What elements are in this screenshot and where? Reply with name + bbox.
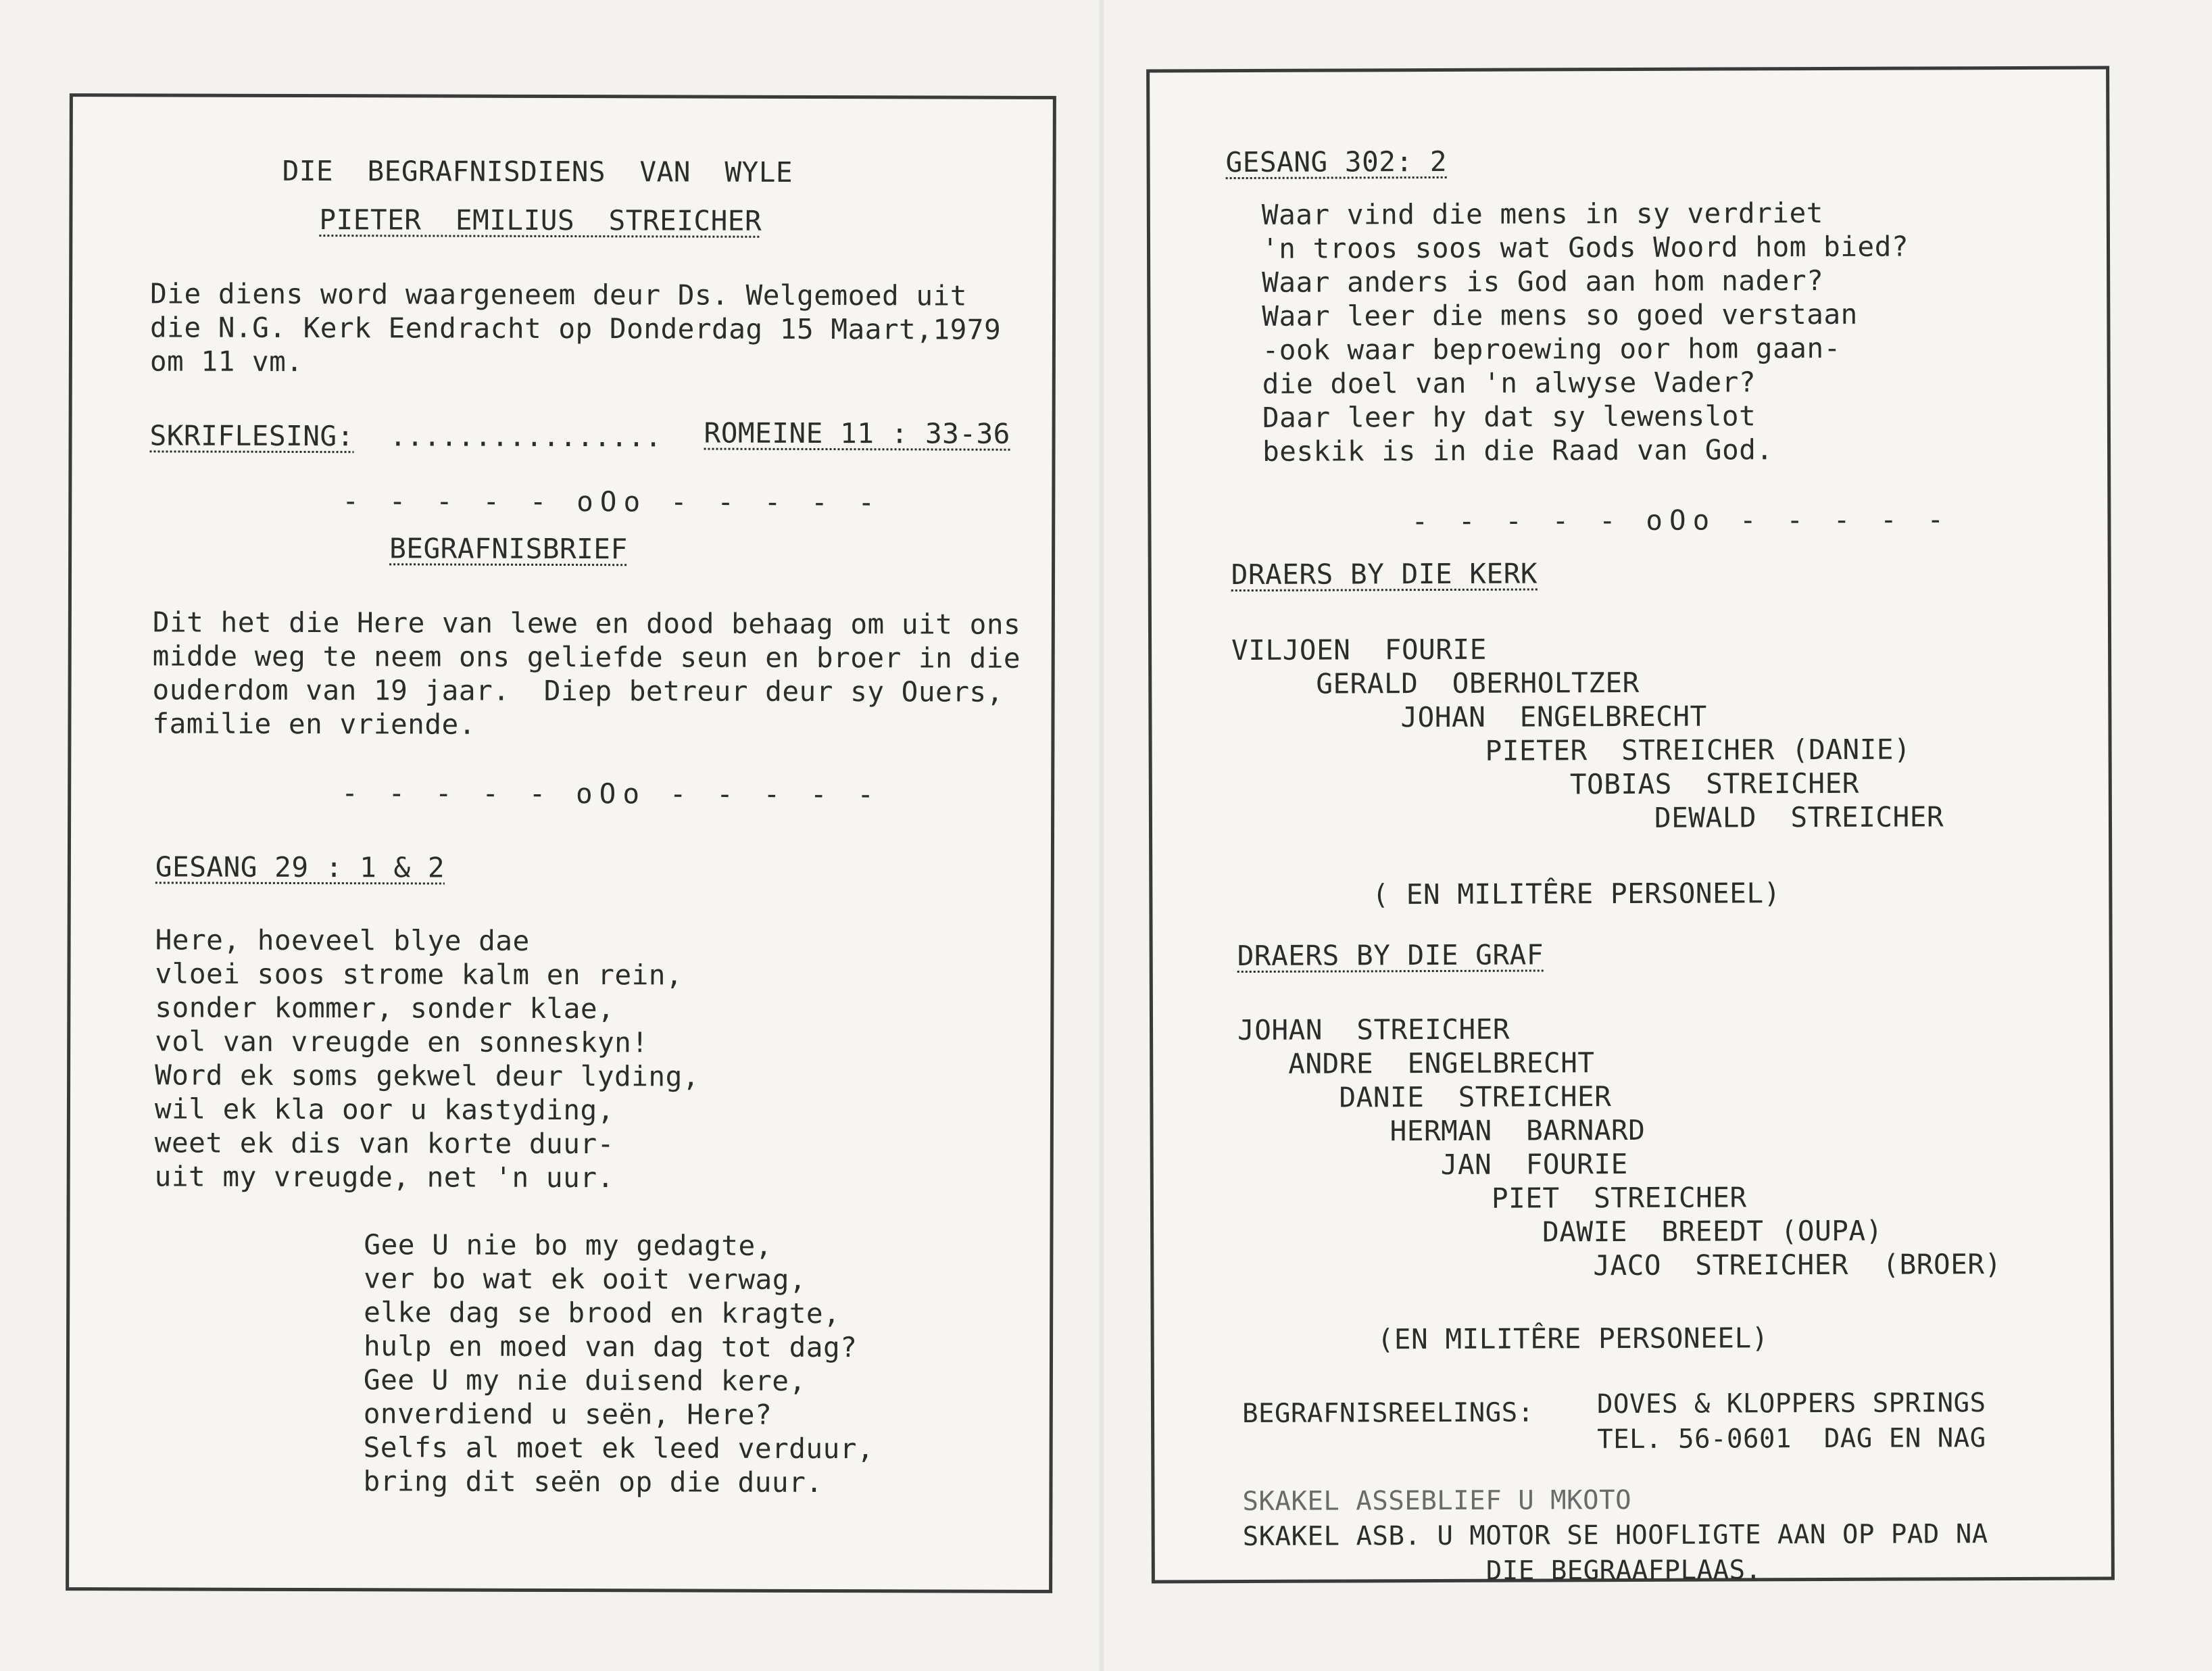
bearer-name: JAN FOURIE — [1440, 1148, 1628, 1181]
bearer-name: TOBIAS STREICHER — [1569, 767, 1860, 801]
faint-line: SKAKEL ASSEBLIEF U MKOTO — [1242, 1485, 1632, 1518]
verse-line: Word ek soms gekwel deur lyding, — [155, 1059, 700, 1093]
hymn-heading: GESANG 302: 2 — [1225, 145, 1448, 179]
service-title: DIE BEGRAFNISDIENS VAN WYLE — [282, 154, 793, 189]
bearer-name: HERMAN BARNARD — [1390, 1113, 1646, 1148]
verse-line: vloei soos strome kalm en rein, — [155, 957, 683, 992]
left-panel — [66, 93, 1056, 1593]
hymn-line: die doel van 'n alwyse Vader? — [1262, 366, 1756, 400]
right-panel — [1146, 66, 2115, 1587]
arrangements-label: BEGRAFNISREELINGS: — [1242, 1397, 1534, 1430]
deceased-name: PIETER EMILIUS STREICHER — [319, 203, 762, 237]
hymn-line: 'n troos soos wat Gods Woord hom bied? — [1261, 230, 1909, 265]
notice-line: Dit het die Here van lewe en dood behaag om uit ons — [152, 606, 1021, 641]
hymn-line: Waar anders is God aan hom nader? — [1262, 264, 1824, 299]
verse-line: Here, hoeveel blye dae — [155, 923, 530, 957]
verse-line: wil ek kla oor u kastyding, — [154, 1092, 615, 1127]
intro-line: om 11 vm. — [149, 345, 303, 378]
hymn-line: Waar leer die mens so goed verstaan — [1262, 297, 1858, 333]
hymn-line: -ook waar beproewing oor hom gaan- — [1262, 331, 1841, 366]
verse-line: uit my vreugde, net 'n uur. — [154, 1160, 614, 1194]
bearer-name: DEWALD STREICHER — [1654, 800, 1944, 834]
bearer-name: ANDRE ENGELBRECHT — [1288, 1046, 1595, 1080]
bearer-name: DAWIE BREEDT (OUPA) — [1542, 1214, 1883, 1249]
funeral-home-phone: TEL. 56-0601 DAG EN NAG — [1597, 1423, 1986, 1455]
grave-bearers-heading: DRAERS BY DIE GRAF — [1237, 938, 1544, 973]
reading-label: SKRIFLESING: — [149, 419, 354, 453]
verse-line: onverdiend u seën, Here? — [363, 1397, 772, 1431]
church-bearers-heading: DRAERS BY DIE KERK — [1231, 557, 1538, 591]
verse-line: ver bo wat ek ooit verwag, — [364, 1262, 807, 1296]
intro-line: die N.G. Kerk Eendracht op Donderdag 15 Maart,1979 — [149, 311, 1002, 346]
bearer-name: GERALD OBERHOLTZER — [1316, 666, 1640, 700]
verse-line: sonder kommer, sonder klae, — [155, 991, 615, 1025]
bearer-name: PIET STREICHER — [1491, 1181, 1747, 1215]
notice-line: midde weg te neem ons geliefde seun en broer in die — [152, 639, 1021, 675]
verse-line: vol van vreugde en sonneskyn! — [155, 1025, 649, 1059]
verse-line: Gee U my nie duisend kere, — [363, 1363, 806, 1397]
hymn-heading: GESANG 29 : 1 & 2 — [155, 850, 445, 884]
bearer-name: DANIE STREICHER — [1339, 1080, 1612, 1114]
verse-line: Selfs al moet ek leed verduur, — [363, 1431, 875, 1466]
verse-line: elke dag se brood en kragte, — [364, 1296, 841, 1330]
bearer-name: VILJOEN FOURIE — [1231, 633, 1487, 667]
bearer-name: JOHAN ENGELBRECHT — [1400, 700, 1707, 734]
closing-line: SKAKEL ASB. U MOTOR SE HOOFLIGTE AAN OP PAD NA — [1242, 1519, 1988, 1553]
military-personnel-note: ( EN MILITÊRE PERSONEEL) — [1372, 877, 1781, 911]
verse-line: hulp en moed van dag tot dag? — [363, 1330, 858, 1364]
bearer-name: JOHAN STREICHER — [1237, 1013, 1510, 1047]
reading-reference: ROMEINE 11 : 33-36 — [704, 416, 1010, 450]
hymn-line: Waar vind die mens in sy verdriet — [1261, 196, 1824, 231]
reading-dots: ................ — [389, 420, 662, 454]
funeral-home-name: DOVES & KLOPPERS SPRINGS — [1596, 1388, 1986, 1420]
notice-heading: BEGRAFNISBRIEF — [389, 532, 628, 566]
separator: - - - - - oOo - - - - - — [342, 485, 882, 519]
separator: - - - - - oOo - - - - - — [341, 777, 881, 811]
verse-line: Gee U nie bo my gedagte, — [364, 1228, 772, 1262]
hymn-line: Daar leer hy dat sy lewenslot — [1262, 399, 1756, 434]
bearer-name: PIETER STREICHER (DANIE) — [1485, 733, 1911, 767]
intro-line: Die diens word waargeneem deur Ds. Welgemoed uit — [150, 277, 968, 312]
page-fold — [1099, 0, 1104, 1671]
notice-line: ouderdom van 19 jaar. Diep betreur deur sy Ouers, — [152, 673, 1004, 708]
hymn-line: beskik is in die Raad van God. — [1262, 433, 1773, 468]
verse-line: weet ek dis van korte duur- — [154, 1126, 614, 1161]
verse-line: bring dit seën op die duur. — [363, 1465, 823, 1499]
bearer-name: JACO STREICHER (BROER) — [1593, 1248, 2002, 1282]
separator: - - - - - oOo - - - - - — [1411, 503, 1951, 538]
military-personnel-note: (EN MILITÊRE PERSONEEL) — [1377, 1322, 1769, 1356]
notice-line: familie en vriende. — [152, 707, 476, 741]
closing-line: DIE BEGRAAFPLAAS. — [1485, 1555, 1762, 1587]
